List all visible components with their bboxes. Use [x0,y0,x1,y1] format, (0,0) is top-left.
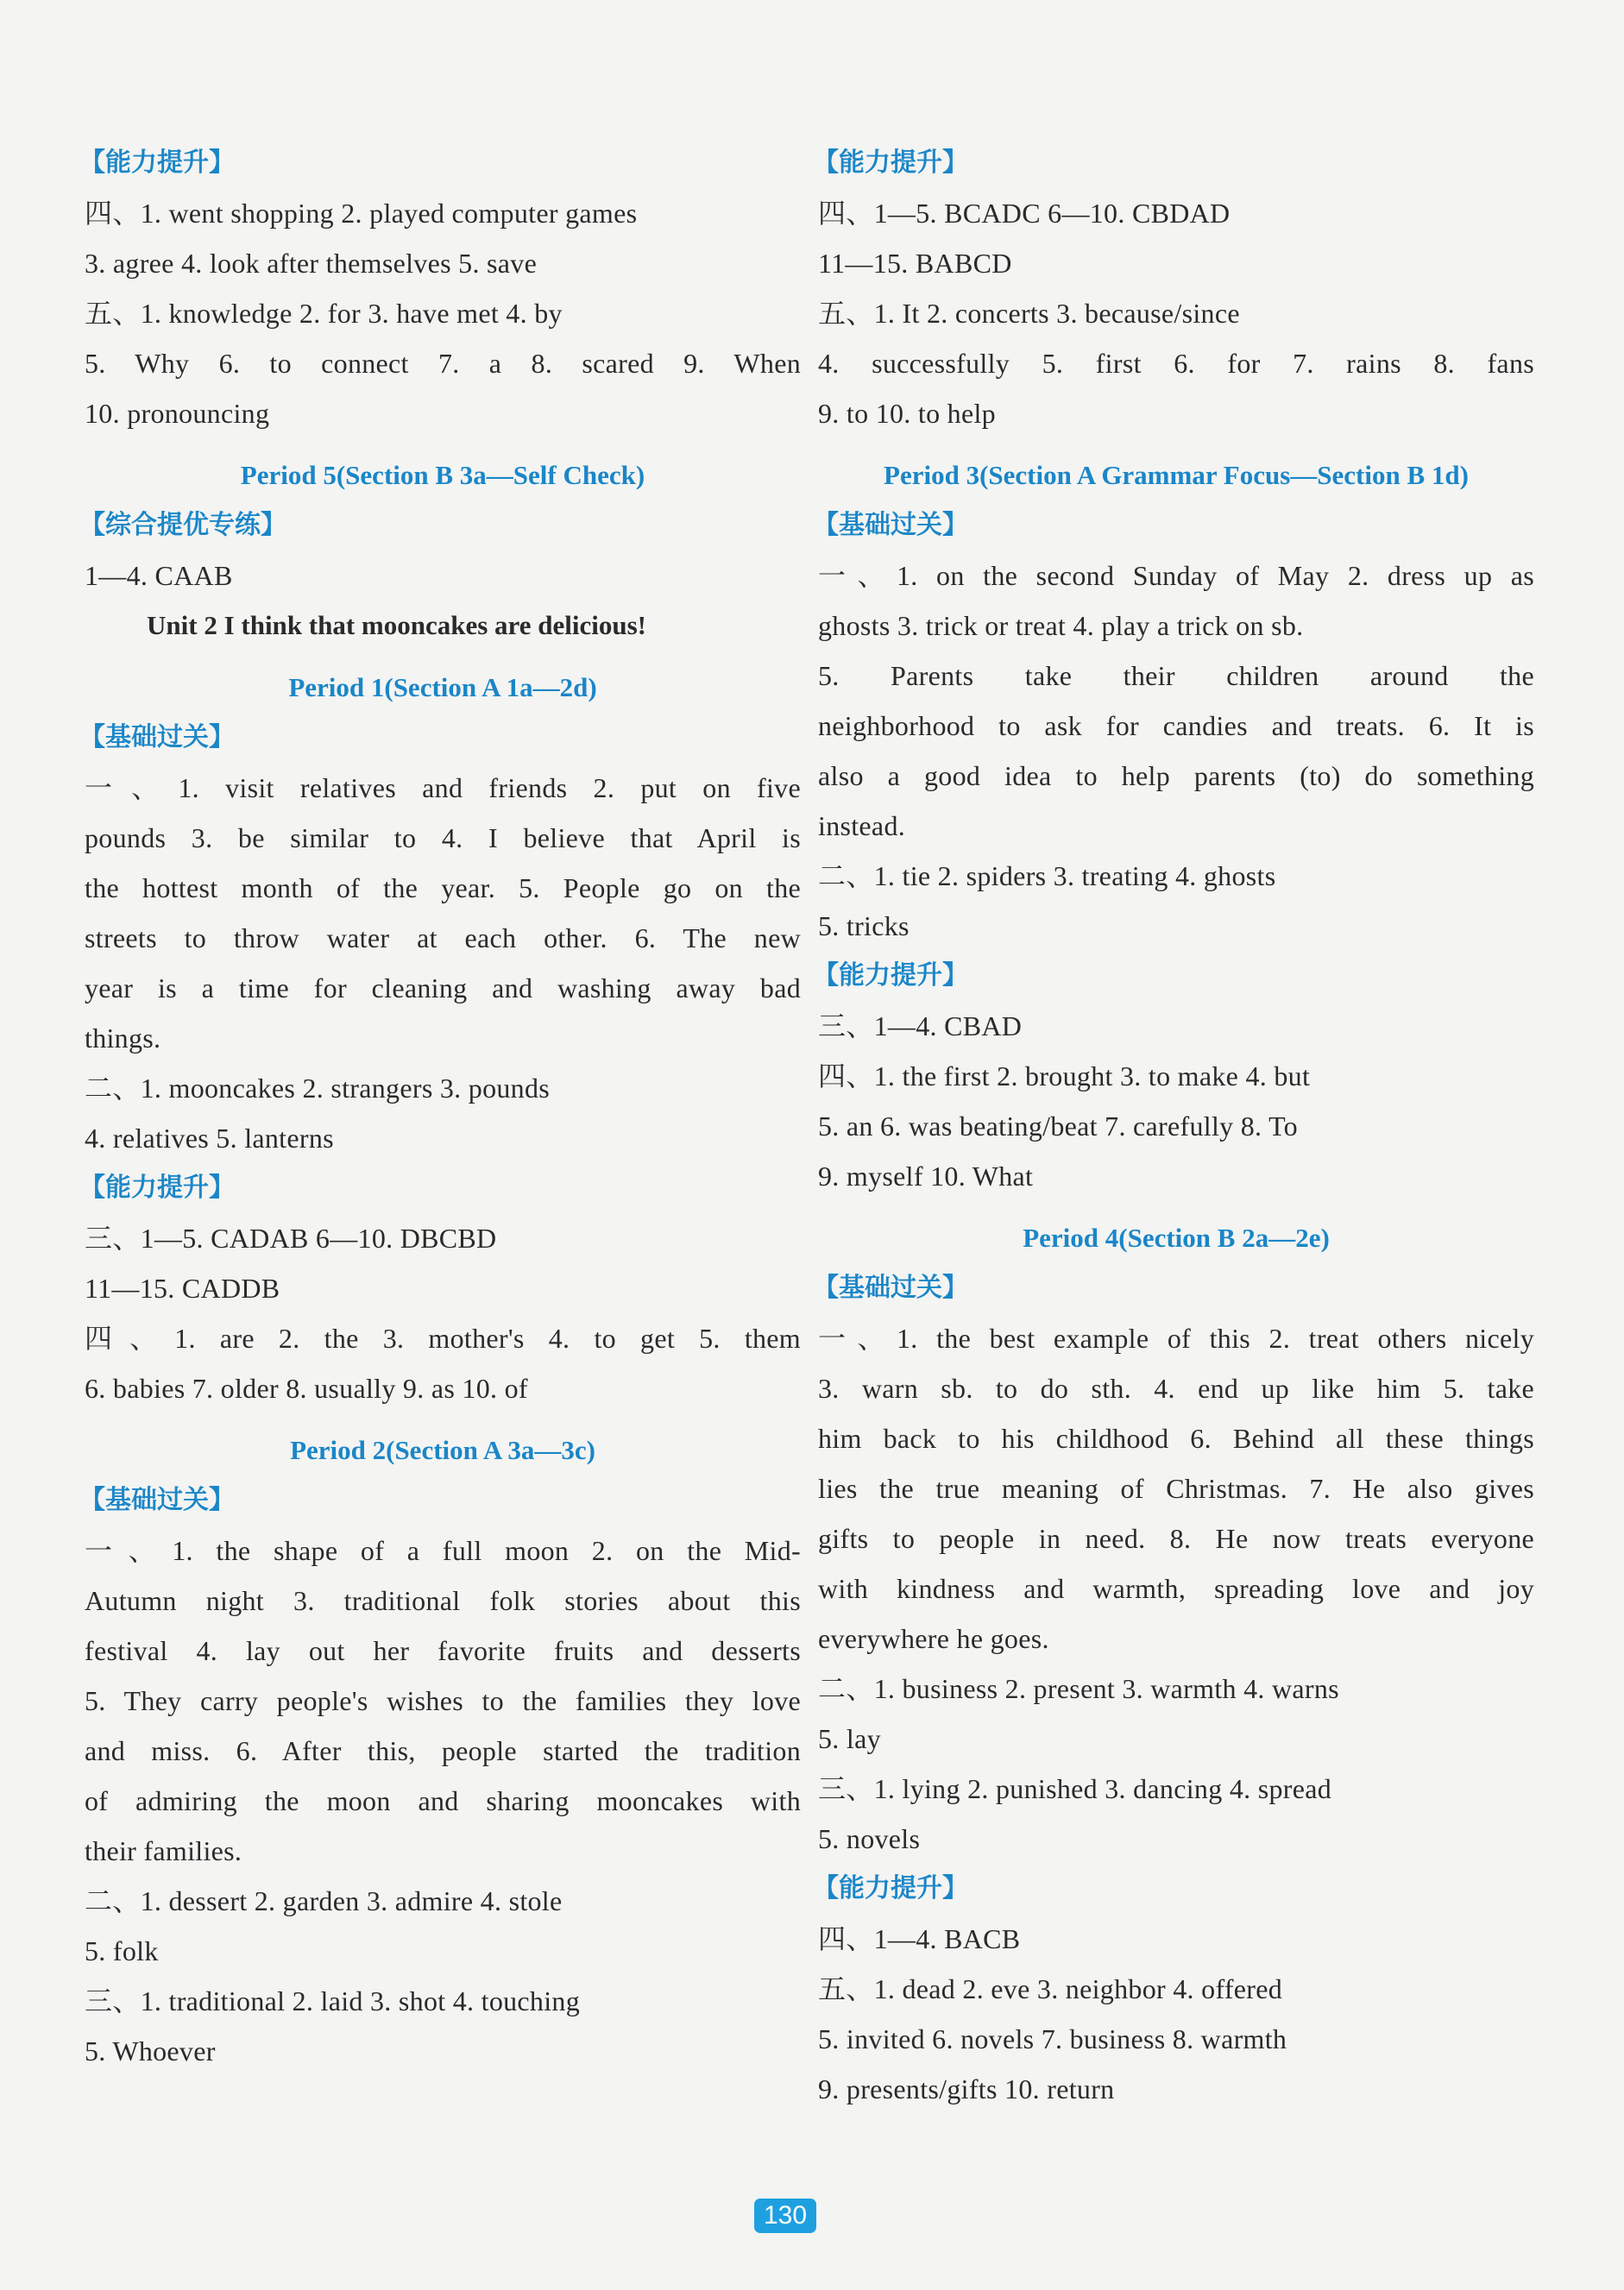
answer-line: 四、1—4. BACB [818,1923,1021,1954]
answer-line: 5. Why 6. to connect 7. a 8. scared 9. When [85,348,801,379]
section-tag: 【基础过关】 [813,1273,968,1303]
answer-line: 四、1. went shopping 2. played computer games [85,198,638,229]
period-heading: Period 5(Section B 3a—Self Check) [240,460,645,490]
answer-line: 五、1. It 2. concerts 3. because/since [818,298,1240,329]
answer-line: 一、1. the best example of this 2. treat others nicely [818,1323,1534,1354]
answer-line: 5. Parents take their children around the [818,660,1534,691]
answer-line: 5. folk [85,1935,159,1966]
answer-line: 5. Whoever [85,2035,216,2067]
period-heading: Period 3(Section A Grammar Focus—Section B 1d) [884,460,1469,490]
answer-line: 3. warn sb. to do sth. 4. end up like him 5. take [818,1373,1534,1404]
answer-line: 9. presents/gifts 10. return [818,2073,1115,2104]
answer-line: everywhere he goes. [818,1623,1049,1654]
answer-line: 10. pronouncing [85,398,270,429]
answer-line: 9. to 10. to help [818,398,996,429]
answer-line: 5. They carry people's wishes to the families they love [85,1685,801,1716]
answer-line: year is a time for cleaning and washing away bad [85,972,801,1003]
answer-line: 5. an 6. was beating/beat 7. carefully 8. To [818,1110,1298,1142]
answer-line: 5. tricks [818,910,910,941]
section-tag: 【能力提升】 [813,148,968,178]
unit-title: Unit 2 I think that mooncakes are delicious! [147,610,646,640]
answer-line: with kindness and warmth, spreading love and joy [818,1573,1534,1604]
answer-line: 5. invited 6. novels 7. business 8. warmth [818,2023,1287,2054]
section-tag: 【基础过关】 [79,722,235,752]
answer-line: 11—15. BABCD [818,248,1012,279]
period-heading: Period 4(Section B 2a—2e) [1023,1223,1330,1253]
answer-line: 五、1. knowledge 2. for 3. have met 4. by [85,298,563,329]
answer-line: 二、1. tie 2. spiders 3. treating 4. ghosts [818,860,1276,891]
answer-line: of admiring the moon and sharing mooncakes with [85,1785,801,1816]
section-tag: 【基础过关】 [79,1485,235,1515]
answer-line: also a good idea to help parents (to) do something [818,760,1534,791]
answer-line: 9. myself 10. What [818,1161,1034,1192]
answer-line: 一、1. on the second Sunday of May 2. dress up as [818,560,1534,591]
answer-line: 3. agree 4. look after themselves 5. save [85,248,538,279]
answer-line: 6. babies 7. older 8. usually 9. as 10. of [85,1373,528,1404]
answer-line: neighborhood to ask for candies and treats. 6. It is [818,710,1534,741]
section-tag: 【综合提优专练】 [79,510,286,540]
answer-line: and miss. 6. After this, people started the tradition [85,1735,801,1766]
answer-line: their families. [85,1835,242,1866]
right-column [813,138,1534,2114]
answer-line: 五、1. dead 2. eve 3. neighbor 4. offered [818,1973,1283,2004]
answer-line: 5. novels [818,1823,921,1854]
answer-line: 三、1—5. CADAB 6—10. DBCBD [85,1223,497,1254]
answer-line: ghosts 3. trick or treat 4. play a trick on sb. [818,610,1304,641]
answer-line: 二、1. dessert 2. garden 3. admire 4. stole [85,1885,563,1916]
left-column [79,138,801,2076]
answer-line: 4. successfully 5. first 6. for 7. rains 8. fans [818,348,1534,379]
section-tag: 【基础过关】 [813,510,968,540]
answer-line: instead. [818,810,906,841]
answer-line: things. [85,1022,161,1054]
answer-line: 11—15. CADDB [85,1273,280,1304]
answer-line: 1—4. CAAB [85,560,233,591]
section-tag: 【能力提升】 [79,148,235,178]
answer-line: 5. lay [818,1723,881,1754]
section-tag: 【能力提升】 [79,1173,235,1203]
answer-line: 三、1—4. CBAD [818,1010,1023,1041]
answer-line: lies the true meaning of Christmas. 7. He also gives [818,1473,1534,1504]
answer-line: 三、1. lying 2. punished 3. dancing 4. spread [818,1773,1332,1804]
section-tag: 【能力提升】 [813,1873,968,1903]
answer-line: 四、1—5. BCADC 6—10. CBDAD [818,198,1231,229]
answer-line: pounds 3. be similar to 4. I believe that April is [85,822,801,853]
answer-line: 三、1. traditional 2. laid 3. shot 4. touching [85,1985,581,2016]
answer-line: 4. relatives 5. lanterns [85,1123,334,1154]
answer-line: festival 4. lay out her favorite fruits and desserts [85,1635,801,1666]
period-heading: Period 1(Section A 1a—2d) [288,672,597,702]
page-number: 130 [754,2199,816,2233]
answer-line: streets to throw water at each other. 6. The new [85,922,801,953]
answer-line: 四、1. the first 2. brought 3. to make 4. but [818,1060,1311,1092]
answer-line: him back to his childhood 6. Behind all these things [818,1423,1534,1454]
answer-line: gifts to people in need. 8. He now treats everyone [818,1523,1534,1554]
section-tag: 【能力提升】 [813,960,968,991]
period-heading: Period 2(Section A 3a—3c) [290,1435,595,1465]
answer-line: the hottest month of the year. 5. People go on the [85,872,801,903]
answer-line: Autumn night 3. traditional folk stories about this [85,1585,801,1616]
answer-line: 四、1. are 2. the 3. mother's 4. to get 5. them [85,1323,801,1354]
answer-line: 一、1. visit relatives and friends 2. put on five [85,772,801,803]
answer-line: 一、1. the shape of a full moon 2. on the Mid- [85,1535,801,1566]
answer-line: 二、1. business 2. present 3. warmth 4. warns [818,1673,1339,1704]
answer-line: 二、1. mooncakes 2. strangers 3. pounds [85,1073,551,1104]
